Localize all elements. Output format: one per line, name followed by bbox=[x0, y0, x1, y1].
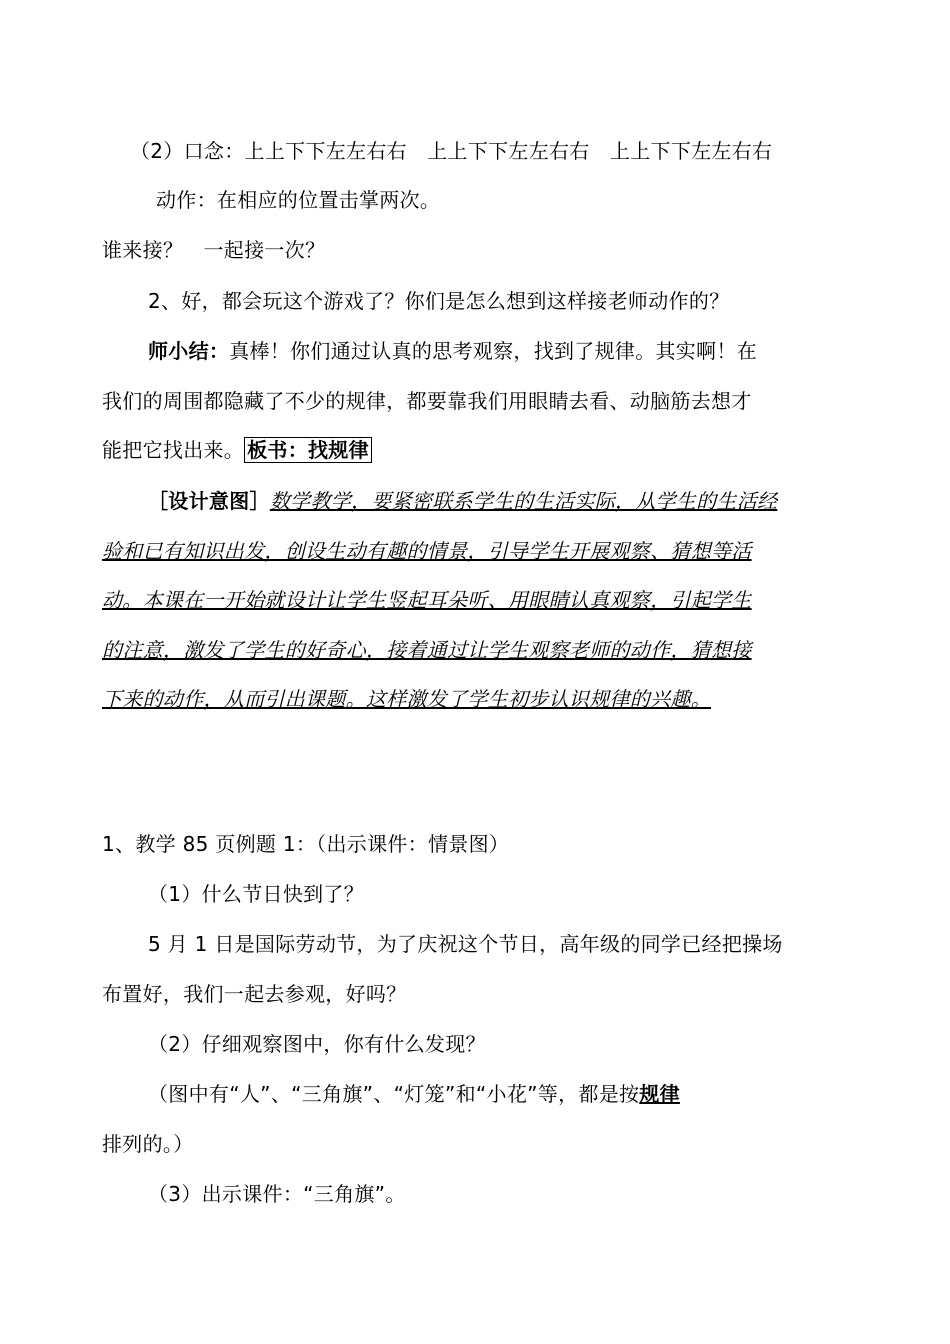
summary-line-3 bbox=[102, 436, 372, 464]
board-writing-box: 板书：找规律 bbox=[244, 437, 372, 463]
summary-text-3: 能把它找出来。 bbox=[102, 438, 245, 462]
festival-question-text: （1）什么节日快到了？ bbox=[148, 882, 365, 906]
summary-text: 真棒！你们通过认真的思考观察，找到了规律。其实啊！在 bbox=[229, 339, 758, 363]
picture-contents-line-2 bbox=[102, 1130, 194, 1158]
festival-question-line bbox=[148, 880, 364, 908]
summary-line bbox=[148, 337, 757, 365]
picture-contents-line bbox=[148, 1080, 680, 1108]
design-intent-text-4: 的注意，激发了学生的好奇心，接着通过让学生观察老师的动作，猜想接 bbox=[102, 638, 752, 662]
question-line bbox=[148, 287, 729, 315]
who-next-text: 谁来接？ 一起接一次？ bbox=[102, 238, 326, 262]
picture-contents-text: （图中有“人”、“三角旗”、“灯笼”和“小花”等，都是按 bbox=[148, 1082, 640, 1106]
design-intent-text-3: 动。本课在一开始就设计让学生竖起耳朵听、用眼睛认真观察，引起学生 bbox=[102, 588, 752, 612]
summary-text-2: 我们的周围都隐藏了不少的规律，都要靠我们用眼睛去看、动脑筋去想才 bbox=[102, 389, 752, 413]
picture-contents-text-2: 排列的。） bbox=[102, 1132, 194, 1156]
example-text: 1、教学 85 页例题 1：（出示课件：情景图） bbox=[102, 832, 510, 856]
design-intent-line-5 bbox=[102, 685, 711, 713]
courseware-text: （3）出示课件：“三角旗”。 bbox=[148, 1182, 406, 1206]
question-text: 2、好，都会玩这个游戏了？你们是怎么想到这样接老师动作的？ bbox=[148, 289, 730, 313]
may-day-line bbox=[148, 930, 783, 958]
observe-line bbox=[148, 1030, 486, 1058]
rule-emphasis: 规律 bbox=[639, 1082, 680, 1106]
design-intent-text-1: 数学教学，要紧密联系学生的生活实际，从学生的生活经 bbox=[269, 489, 778, 513]
action-line bbox=[156, 186, 440, 214]
summary-label: 师小结： bbox=[148, 339, 230, 363]
design-intent-line-1 bbox=[148, 487, 777, 515]
observe-text: （2）仔细观察图中，你有什么发现？ bbox=[148, 1032, 486, 1056]
design-intent-line-3 bbox=[102, 586, 752, 614]
design-intent-text-5: 下来的动作，从而引出课题。这样激发了学生初步认识规律的兴趣。 bbox=[102, 687, 711, 711]
example-line bbox=[102, 830, 509, 858]
courseware-line bbox=[148, 1180, 406, 1208]
may-day-line-2 bbox=[102, 980, 407, 1008]
chant-text: （2）口念：上上下下左左右右 上上下下左左右右 上上下下左左右右 bbox=[130, 139, 773, 163]
chant-line bbox=[130, 137, 772, 165]
design-intent-line-2 bbox=[102, 537, 752, 565]
design-intent-label: ［设计意图］ bbox=[148, 489, 270, 513]
may-day-text: 5 月 1 日是国际劳动节，为了庆祝这个节日，高年级的同学已经把操场 bbox=[148, 932, 783, 956]
may-day-text-2: 布置好，我们一起去参观，好吗？ bbox=[102, 982, 407, 1006]
who-next-line bbox=[102, 236, 325, 264]
design-intent-text-2: 验和已有知识出发，创设生动有趣的情景，引导学生开展观察、猜想等活 bbox=[102, 539, 752, 563]
summary-line-2 bbox=[102, 387, 752, 415]
design-intent-line-4 bbox=[102, 636, 752, 664]
action-text: 动作：在相应的位置击掌两次。 bbox=[156, 188, 441, 212]
